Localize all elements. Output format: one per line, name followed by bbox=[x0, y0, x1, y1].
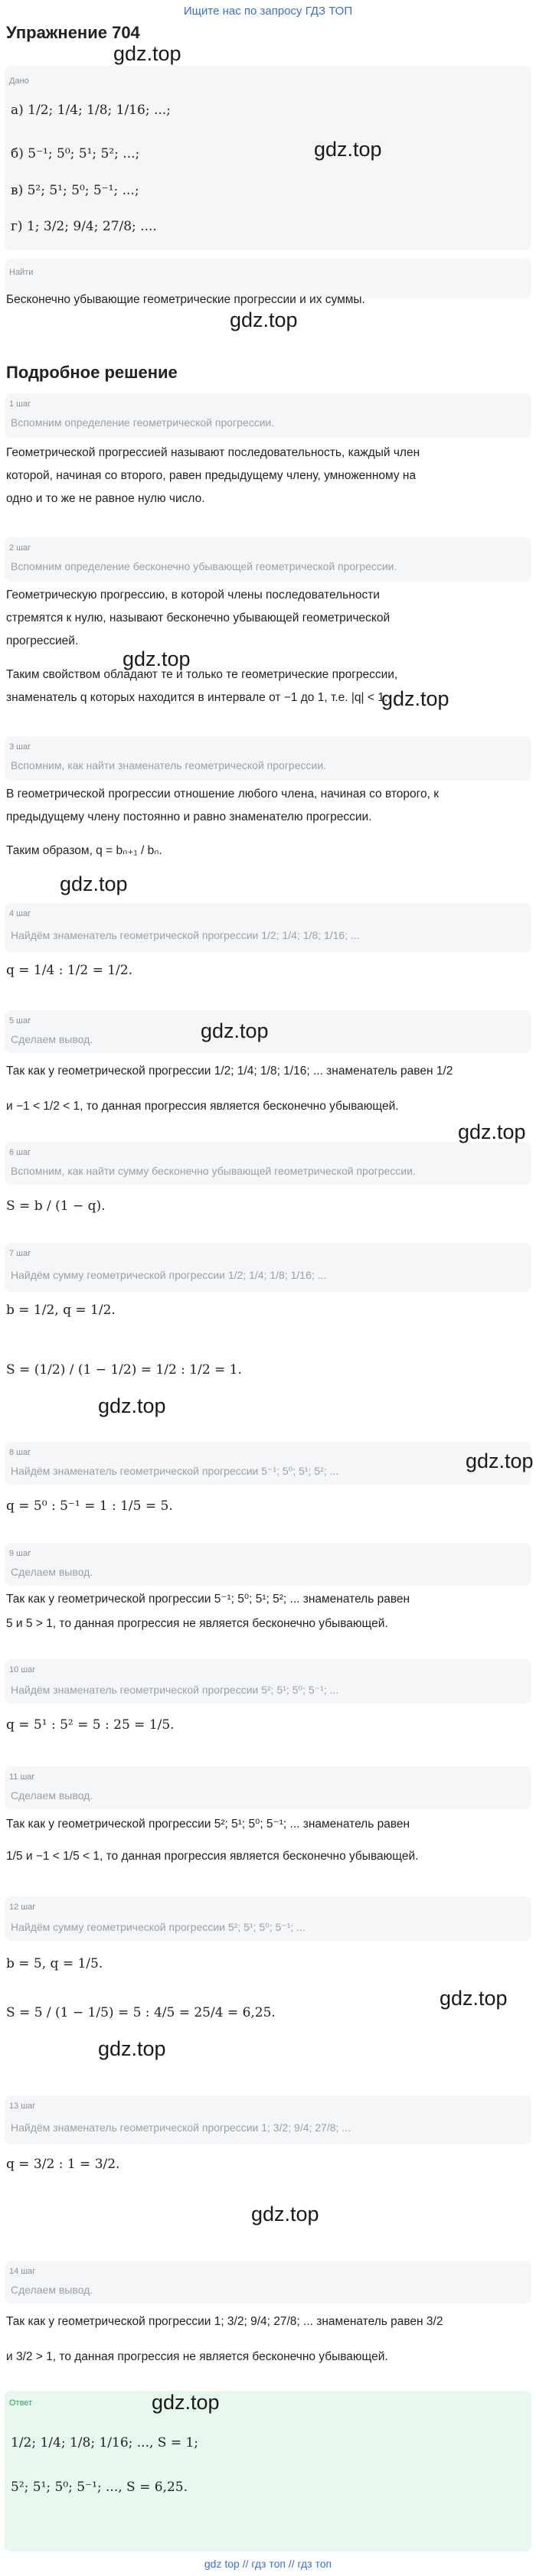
solution-title: Подробное решение bbox=[6, 363, 178, 382]
watermark: gdz.top bbox=[440, 1987, 508, 2010]
step-10-tag: 10 шаг bbox=[9, 1665, 36, 1674]
step-12-hint: Найдём сумму геометрической прогрессии 5²; 5¹; 5⁰; 5⁻¹; ... bbox=[11, 1921, 306, 1933]
step-4-hint: Найдём знаменатель геометрической прогрессии 1/2; 1/4; 1/8; 1/16; ... bbox=[11, 929, 360, 941]
given-item-a: а) 1/2; 1/4; 1/8; 1/16; ...; bbox=[11, 103, 171, 118]
step-2-panel bbox=[5, 537, 531, 582]
step-6-tag: 6 шаг bbox=[9, 1148, 31, 1157]
step-6-hint: Вспомним, как найти сумму бесконечно убывающей геометрической прогрессии. bbox=[11, 1165, 416, 1177]
step-13-tag: 13 шаг bbox=[9, 2102, 36, 2111]
step-14-panel bbox=[5, 2261, 531, 2304]
step-5-line-1: Так как у геометрической прогрессии 1/2; 1/4; 1/8; 1/16; ... знаменатель равен 1/2 bbox=[6, 1065, 453, 1078]
step-7-hint: Найдём сумму геометрической прогрессии 1/2; 1/4; 1/8; 1/16; ... bbox=[11, 1269, 327, 1281]
step-2-line-1: Геометрическую прогрессию, в которой члены последовательности bbox=[6, 589, 380, 602]
step-8-tag: 8 шаг bbox=[9, 1448, 31, 1457]
step-9-panel bbox=[5, 1543, 531, 1586]
given-item-g: г) 1; 3/2; 9/4; 27/8; .... bbox=[11, 219, 157, 234]
step-12-panel bbox=[5, 1896, 531, 1941]
step-1-line-1: Геометрической прогрессией называют последовательность, каждый член bbox=[6, 446, 420, 459]
step-7-formula-2: S = (1/2) / (1 − 1/2) = 1/2 : 1/2 = 1. bbox=[6, 1362, 242, 1378]
step-10-panel bbox=[5, 1659, 531, 1704]
step-2-line-2: стремятся к нулю, называют бесконечно убывающей геометрической bbox=[6, 611, 391, 624]
step-5-hint: Сделаем вывод. bbox=[11, 1033, 93, 1045]
step-3-line-2: предыдущему члену постоянно и равно знаменателю прогрессии. bbox=[6, 810, 372, 823]
step-2-hint: Вспомним определение бесконечно убывающей геометрической прогрессии. bbox=[11, 560, 397, 572]
find-text: Бесконечно убывающие геометрические прогрессии и их суммы. bbox=[6, 293, 365, 306]
footer-links[interactable]: gdz top // гдз топ // гдз топ bbox=[204, 2558, 332, 2570]
step-11-tag: 11 шаг bbox=[9, 1772, 35, 1782]
watermark: gdz.top bbox=[201, 1019, 269, 1042]
watermark: gdz.top bbox=[98, 1394, 166, 1417]
step-9-tag: 9 шаг bbox=[9, 1549, 31, 1558]
watermark: gdz.top bbox=[314, 138, 382, 161]
watermark: gdz.top bbox=[466, 1449, 534, 1472]
given-item-v: в) 5²; 5¹; 5⁰; 5⁻¹; ...; bbox=[11, 183, 139, 198]
answer-line-2: 5²; 5¹; 5⁰; 5⁻¹; ..., S = 6,25. bbox=[11, 2480, 188, 2495]
step-7-tag: 7 шаг bbox=[9, 1249, 31, 1258]
step-3-panel bbox=[5, 736, 531, 781]
given-panel bbox=[5, 66, 531, 250]
step-5-tag: 5 шаг bbox=[9, 1016, 31, 1026]
step-12-formula-1: b = 5, q = 1/5. bbox=[6, 1956, 103, 1971]
step-6-panel bbox=[5, 1142, 531, 1185]
step-9-line-2: 5 и 5 > 1, то данная прогрессия не является бесконечно убывающей. bbox=[6, 1617, 388, 1630]
watermark: gdz.top bbox=[123, 647, 191, 670]
step-8-panel bbox=[5, 1442, 531, 1485]
step-4-tag: 4 шаг bbox=[9, 909, 31, 918]
step-14-hint: Сделаем вывод. bbox=[11, 2284, 93, 2296]
step-11-line-2: 1/5 и −1 < 1/5 < 1, то данная прогрессия является бесконечно убывающей. bbox=[6, 1850, 419, 1863]
step-2-line-4: Таким свойством обладают те и только те геометрические прогрессии, bbox=[6, 668, 398, 681]
step-1-line-3: одно и то же не равное нулю число. bbox=[6, 492, 205, 505]
step-3-line-1: В геометрической прогрессии отношение любого члена, начиная со второго, к bbox=[6, 787, 439, 801]
step-4-formula: q = 1/4 : 1/2 = 1/2. bbox=[6, 963, 133, 978]
step-1-tag: 1 шаг bbox=[9, 399, 31, 409]
step-6-formula: S = b / (1 − q). bbox=[6, 1198, 106, 1214]
step-1-line-2: которой, начиная со второго, равен предыдущему члену, умноженному на bbox=[6, 469, 417, 482]
watermark: gdz.top bbox=[98, 2037, 166, 2060]
step-14-line-2: и 3/2 > 1, то данная прогрессия не является бесконечно убывающей. bbox=[6, 2350, 388, 2363]
step-13-hint: Найдём знаменатель геометрической прогрессии 1; 3/2; 9/4; 27/8; ... bbox=[11, 2121, 351, 2134]
step-10-hint: Найдём знаменатель геометрической прогрессии 5²; 5¹; 5⁰; 5⁻¹; ... bbox=[11, 1684, 339, 1696]
step-11-hint: Сделаем вывод. bbox=[11, 1789, 93, 1802]
step-10-formula: q = 5¹ : 5² = 5 : 25 = 1/5. bbox=[6, 1717, 175, 1733]
step-12-tag: 12 шаг bbox=[9, 1903, 36, 1912]
step-11-line-1: Так как у геометрической прогрессии 5²; 5¹; 5⁰; 5⁻¹; ... знаменатель равен bbox=[6, 1818, 410, 1831]
step-13-formula: q = 3/2 : 1 = 3/2. bbox=[6, 2157, 120, 2172]
watermark: gdz.top bbox=[60, 872, 128, 895]
step-3-tag: 3 шаг bbox=[9, 742, 31, 752]
watermark: gdz.top bbox=[152, 2391, 220, 2414]
watermark: gdz.top bbox=[381, 687, 449, 710]
watermark: gdz.top bbox=[458, 1120, 526, 1143]
watermark: gdz.top bbox=[251, 2203, 319, 2225]
given-tag: Дано bbox=[9, 77, 29, 86]
step-9-hint: Сделаем вывод. bbox=[11, 1566, 93, 1578]
step-3-hint: Вспомним, как найти знаменатель геометрической прогрессии. bbox=[11, 759, 327, 771]
step-3-line-3: Таким образом, q = bₙ₊₁ / bₙ. bbox=[6, 844, 162, 857]
find-tag: Найти bbox=[9, 268, 34, 277]
step-2-tag: 2 шаг bbox=[9, 543, 31, 553]
step-8-formula: q = 5⁰ : 5⁻¹ = 1 : 1/5 = 5. bbox=[6, 1498, 173, 1514]
step-2-line-5: знаменатель q которых находится в интервале от −1 до 1, т.е. |q| < 1. bbox=[6, 691, 388, 704]
top-search-link[interactable]: Ищите нас по запросу ГДЗ ТОП bbox=[183, 5, 353, 18]
answer-tag: Ответ bbox=[9, 2398, 33, 2408]
step-8-hint: Найдём знаменатель геометрической прогрессии 5⁻¹; 5⁰; 5¹; 5²; ... bbox=[11, 1465, 339, 1477]
step-5-line-2: и −1 < 1/2 < 1, то данная прогрессия является бесконечно убывающей. bbox=[6, 1100, 399, 1113]
watermark: gdz.top bbox=[230, 308, 298, 331]
watermark: gdz.top bbox=[113, 42, 181, 65]
step-14-tag: 14 шаг bbox=[9, 2267, 36, 2276]
answer-line-1: 1/2; 1/4; 1/8; 1/16; ..., S = 1; bbox=[11, 2435, 199, 2450]
step-1-hint: Вспомним определение геометрической прогрессии. bbox=[11, 416, 275, 429]
step-13-panel bbox=[5, 2095, 531, 2144]
step-4-panel bbox=[5, 903, 531, 952]
step-9-line-1: Так как у геометрической прогрессии 5⁻¹; 5⁰; 5¹; 5²; ... знаменатель равен bbox=[6, 1593, 410, 1606]
step-1-panel bbox=[5, 393, 531, 438]
given-item-b: б) 5⁻¹; 5⁰; 5¹; 5²; ...; bbox=[11, 146, 140, 161]
step-12-formula-2: S = 5 / (1 − 1/5) = 5 : 4/5 = 25/4 = 6,25. bbox=[6, 2005, 276, 2020]
step-14-line-1: Так как у геометрической прогрессии 1; 3/2; 9/4; 27/8; ... знаменатель равен 3/2 bbox=[6, 2315, 443, 2328]
page-title: Упражнение 704 bbox=[6, 23, 140, 42]
step-11-panel bbox=[5, 1766, 531, 1809]
step-2-line-3: прогрессией. bbox=[6, 634, 79, 647]
step-7-panel bbox=[5, 1243, 531, 1292]
answer-panel bbox=[5, 2391, 531, 2552]
step-7-formula-1: b = 1/2, q = 1/2. bbox=[6, 1303, 116, 1318]
